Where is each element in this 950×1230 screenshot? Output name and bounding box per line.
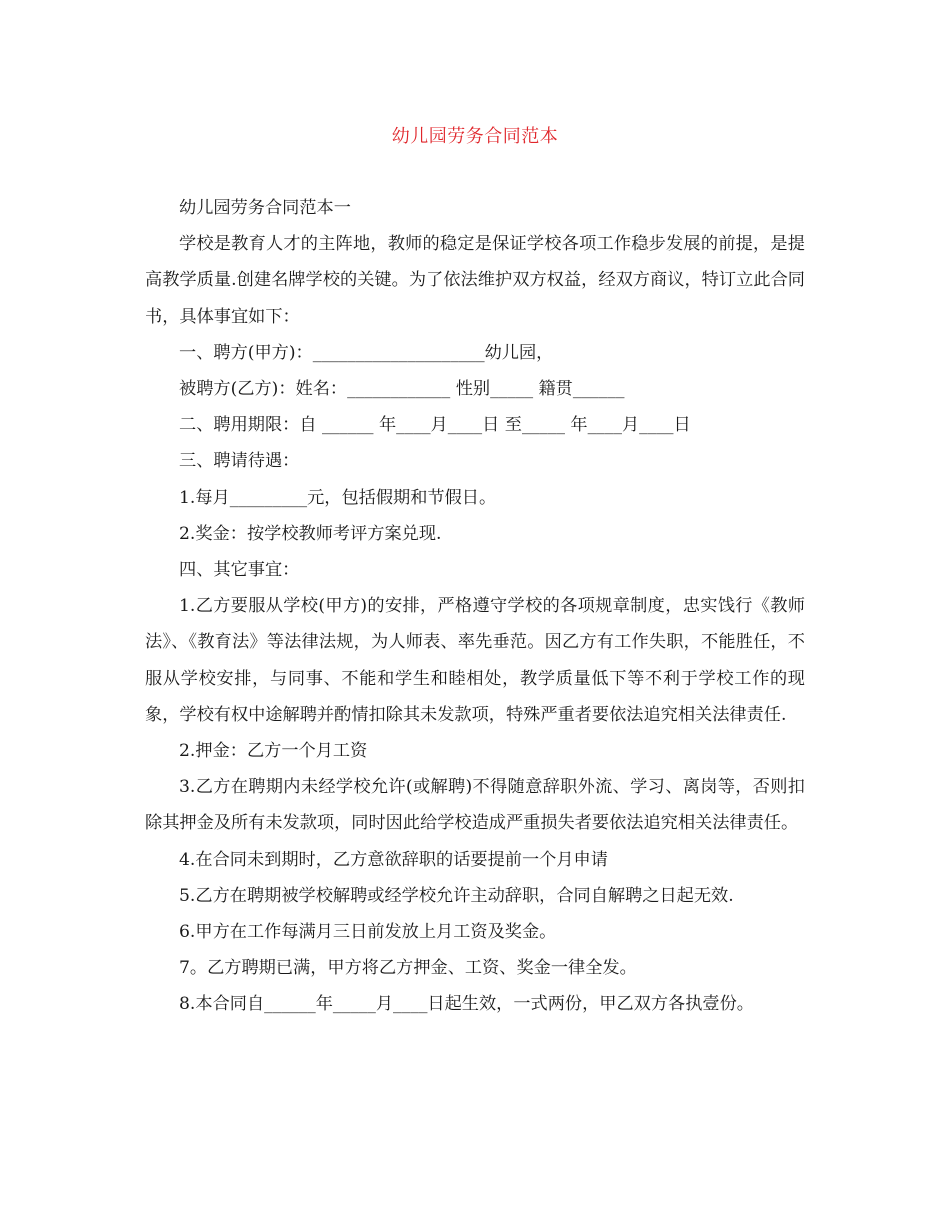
employee-line: 被聘方(乙方)：姓名：____________ 性别_____ 籍贯______ <box>179 379 625 400</box>
document-body <box>145 190 805 1023</box>
clause-2: 2.押金：乙方一个月工资 <box>179 741 368 762</box>
employer-line: 一、聘方(甲方)：____________________幼儿园， <box>179 342 554 363</box>
intro-paragraph: 学校是教育人才的主阵地，教师的稳定是保证学校各项工作稳步发展的前提，是提高教学质量.创建名牌学校的关键。为了依法维护双方权益，经双方商议，特订立此合同书，具体事宜如下： <box>145 234 805 327</box>
bonus-clause: 2.奖金：按学校教师考评方案兑现. <box>179 523 442 544</box>
clause-6: 6.甲方在工作每满月三日前发放上月工资及奖金。 <box>179 922 557 943</box>
clause-3: 3.乙方在聘期内未经学校允许(或解聘)不得随意辞职外流、学习、离岗等，否则扣除其押金及所有未发款项，同时因此给学校造成严重损失者要依法追究相关法律责任。 <box>145 777 805 834</box>
clause-4: 4.在合同未到期时，乙方意欲辞职的话要提前一个月申请 <box>179 849 608 870</box>
document-title: 幼儿园劳务合同范本 <box>391 126 559 147</box>
clause-8: 8.本合同自______年_____月____日起生效，一式两份，甲乙双方各执壹份。 <box>179 994 754 1015</box>
compensation-heading: 三、聘请待遇： <box>179 451 300 472</box>
other-matters-heading: 四、其它事宜： <box>179 560 300 581</box>
section-heading: 幼儿园劳务合同范本一 <box>179 198 351 218</box>
term-line: 二、聘用期限：自 ______ 年____月____日 至_____ 年____月____日 <box>179 415 691 436</box>
clause-5: 5.乙方在聘期被学校解聘或经学校允许主动辞职，合同自解聘之日起无效. <box>179 885 734 906</box>
clause-1: 1.乙方要服从学校(甲方)的安排，严格遵守学校的各项规章制度，忠实饯行《教师法》、《教育法》等法律法规，为人师表、率先垂范。因乙方有工作失职，不能胜任，不服从学校安排，与同事、不能和学生和睦相处，教学质量低下等不利于学校工作的现象，学校有权中途解聘并酌情扣除其未发款项，特殊严重者要依法追究相关法律责任. <box>145 596 805 725</box>
salary-clause: 1.每月_________元，包括假期和节假日。 <box>179 487 497 508</box>
clause-7: 7。乙方聘期已满，甲方将乙方押金、工资、奖金一律全发。 <box>179 958 637 979</box>
